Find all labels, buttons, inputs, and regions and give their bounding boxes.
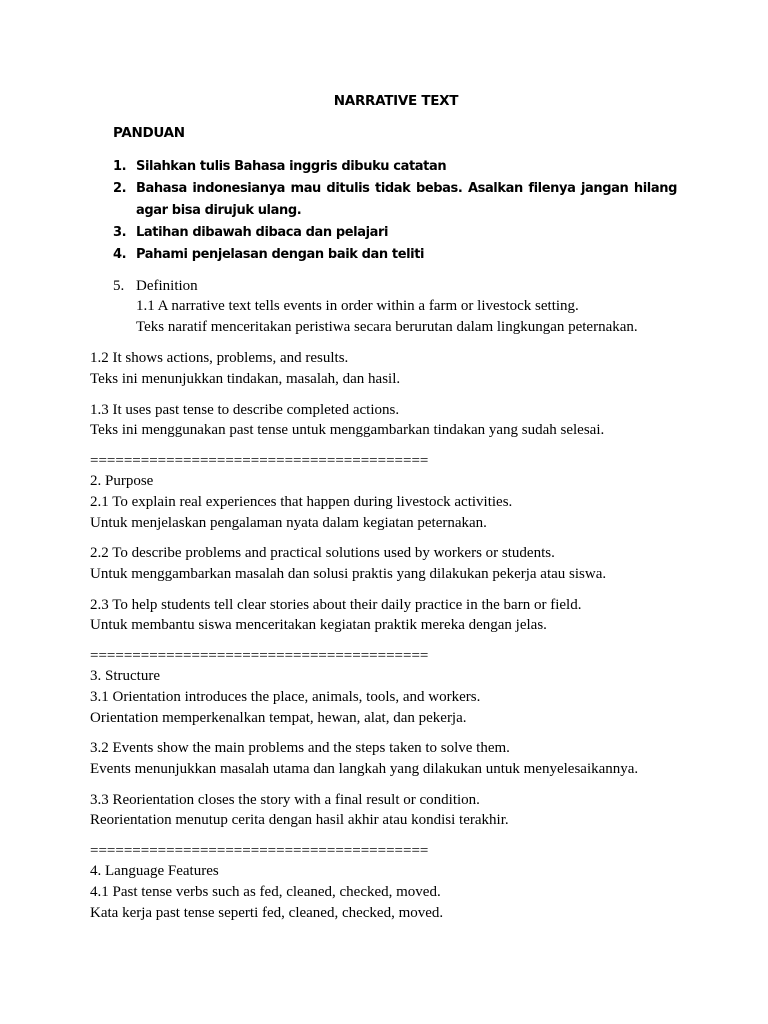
separator: ======================================== — [90, 453, 429, 469]
purpose-2-1-en: 2.1 To explain real experiences that happen during livestock activities. — [90, 494, 513, 510]
language-heading: 4. Language Features — [90, 863, 219, 879]
structure-3-3-id: Reorientation menutup cerita dengan hasil akhir atau kondisi terakhir. — [90, 812, 509, 828]
purpose-2-1-id: Untuk menjelaskan pengalaman nyata dalam kegiatan peternakan. — [90, 515, 487, 531]
guide-item-2 — [113, 178, 677, 222]
structure-3-2-id: Events menunjukkan masalah utama dan langkah yang dilakukan untuk menyelesaikannya. — [90, 761, 639, 777]
structure-3-2-en: 3.2 Events show the main problems and the steps taken to solve them. — [90, 740, 510, 756]
purpose-2-2-en: 2.2 To describe problems and practical solutions used by workers or students. — [90, 545, 555, 561]
structure-3-1-id: Orientation memperkenalkan tempat, hewan, alat, dan pekerja. — [90, 710, 467, 726]
guide-item-1 — [113, 156, 677, 178]
language-4-1-en: 4.1 Past tense verbs such as fed, cleaned, checked, moved. — [90, 884, 441, 900]
definition-heading: Definition — [136, 278, 198, 294]
definition-1-2-en: 1.2 It shows actions, problems, and results. — [90, 350, 349, 366]
guide-item-number: 3. — [113, 225, 127, 240]
definition-1-3-en: 1.3 It uses past tense to describe completed actions. — [90, 402, 400, 418]
document-title: NARRATIVE TEXT — [333, 93, 459, 109]
structure-3-1-en: 3.1 Orientation introduces the place, animals, tools, and workers. — [90, 689, 481, 705]
definition-1-3-id: Teks ini menggunakan past tense untuk menggambarkan tindakan yang sudah selesai. — [90, 422, 605, 438]
structure-heading: 3. Structure — [90, 668, 160, 684]
definition-number: 5. — [113, 278, 125, 294]
guide-item-number: 1. — [113, 159, 127, 174]
language-4-1-id: Kata kerja past tense seperti fed, cleaned, checked, moved. — [90, 905, 444, 921]
guide-item-3 — [113, 222, 677, 244]
panduan-heading: PANDUAN — [113, 125, 185, 141]
guide-item-number: 2. — [113, 181, 127, 196]
guide-item-text: Latihan dibawah dibaca dan pelajari — [136, 225, 389, 240]
guide-item-text: Bahasa indonesianya mau ditulis tidak bebas. Asalkan filenya jangan hilang agar bisa dirujuk ulang. — [136, 181, 677, 218]
guide-item-4 — [113, 244, 677, 266]
guide-item-number: 4. — [113, 247, 127, 262]
guide-item-text: Silahkan tulis Bahasa inggris dibuku catatan — [136, 159, 447, 174]
purpose-2-3-id: Untuk membantu siswa menceritakan kegiatan praktik mereka dengan jelas. — [90, 617, 547, 633]
guide-item-text: Pahami penjelasan dengan baik dan teliti — [136, 247, 425, 262]
separator: ======================================== — [90, 843, 429, 859]
structure-3-3-en: 3.3 Reorientation closes the story with a final result or condition. — [90, 792, 480, 808]
purpose-2-3-en: 2.3 To help students tell clear stories about their daily practice in the barn or field. — [90, 597, 582, 613]
definition-1-1-id: Teks naratif menceritakan peristiwa secara berurutan dalam lingkungan peternakan. — [136, 319, 638, 335]
purpose-heading: 2. Purpose — [90, 473, 154, 489]
purpose-2-2-id: Untuk menggambarkan masalah dan solusi praktis yang dilakukan pekerja atau siswa. — [90, 566, 607, 582]
separator: ======================================== — [90, 648, 429, 664]
definition-1-1-en: 1.1 A narrative text tells events in order within a farm or livestock setting. — [136, 298, 579, 314]
definition-1-2-id: Teks ini menunjukkan tindakan, masalah, dan hasil. — [90, 371, 401, 387]
